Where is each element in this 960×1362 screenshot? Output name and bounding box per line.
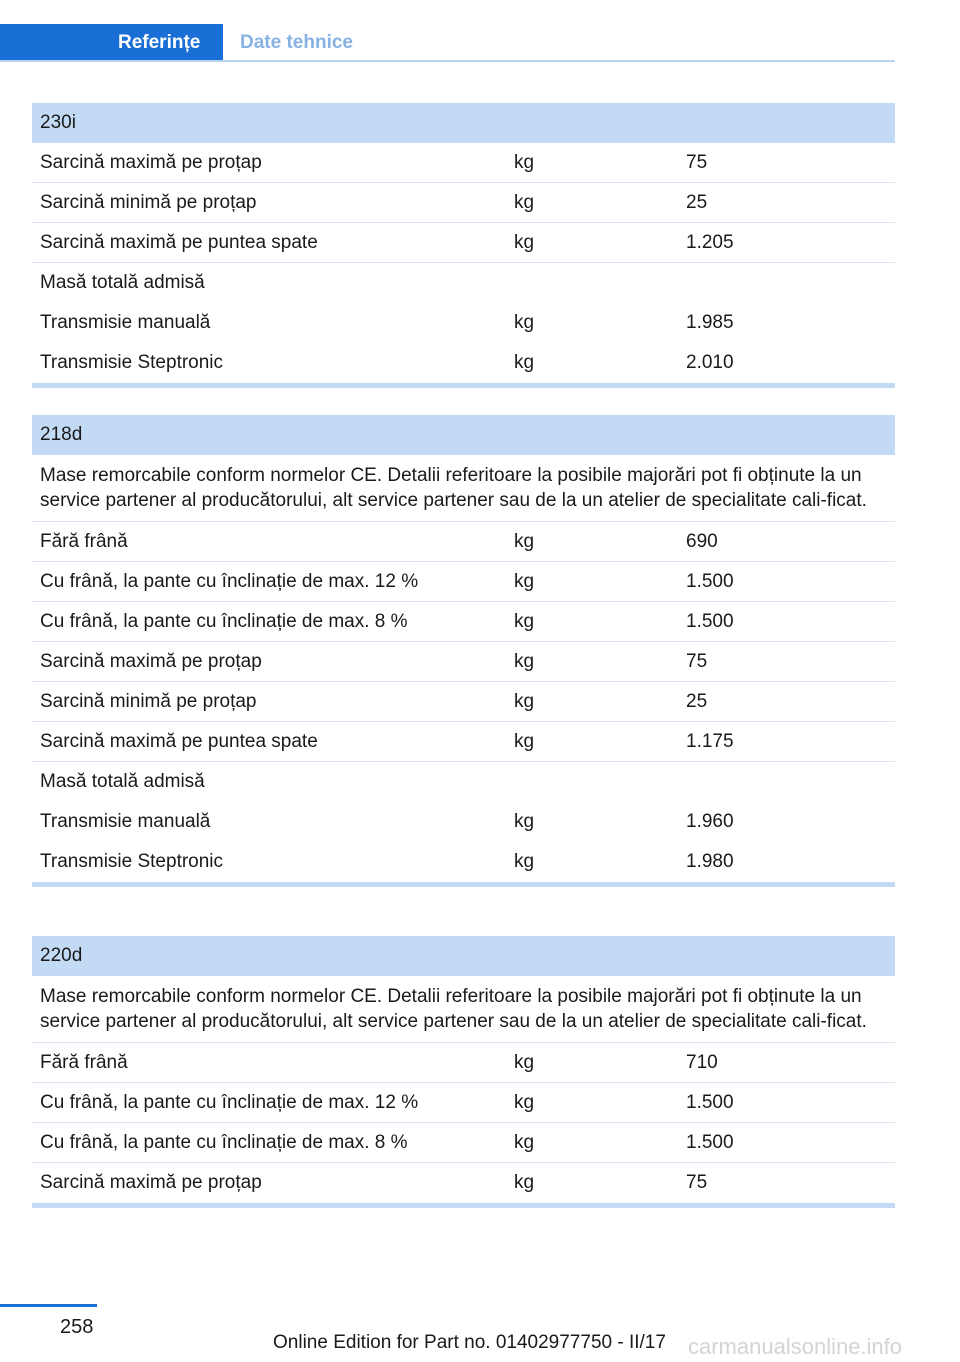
row-label: Transmisie Steptronic (40, 851, 224, 872)
row-value: 1.175 (686, 731, 734, 752)
table-note: Mase remorcabile conform normelor CE. Detalii referitoare la posibile majorări pot fi obținute la un service partener al producătorului, alt service partener sau de la un atelier de specialitate cali-ficat. (32, 455, 895, 522)
row-unit: kg (514, 1092, 535, 1113)
row-value: 75 (686, 1172, 708, 1193)
table-row (32, 343, 895, 383)
edition-text: Online Edition for Part no. 01402977750 - II/17 (273, 1332, 666, 1353)
table-end-bar (32, 383, 895, 388)
row-label: Sarcină maximă pe puntea spate (40, 731, 318, 752)
row-unit: kg (514, 651, 535, 672)
row-value: 1.960 (686, 811, 734, 832)
row-label: Cu frână, la pante cu înclinație de max. 12 % (40, 571, 419, 592)
row-value: 1.500 (686, 1092, 734, 1113)
header-tabs (0, 24, 895, 62)
table-title: 230i (32, 103, 895, 143)
spec-table-218d (32, 415, 895, 887)
row-label: Masă totală admisă (40, 771, 205, 792)
table-row (32, 1043, 895, 1083)
table-row (32, 842, 895, 882)
table-row (32, 602, 895, 642)
table-row (32, 1163, 895, 1203)
row-value: 1.500 (686, 1132, 734, 1153)
row-value: 25 (686, 691, 708, 712)
row-unit: kg (514, 192, 535, 213)
row-value: 75 (686, 651, 708, 672)
page-number: 258 (60, 1316, 94, 1338)
row-value: 1.500 (686, 571, 734, 592)
row-unit: kg (514, 1132, 535, 1153)
tab-referinte[interactable]: Referințe (0, 24, 223, 62)
spec-table-230i (32, 103, 895, 388)
row-unit: kg (514, 1052, 535, 1073)
row-unit: kg (514, 691, 535, 712)
row-label: Transmisie manuală (40, 811, 211, 832)
table-row (32, 263, 895, 303)
table-row (32, 522, 895, 562)
row-label: Sarcină minimă pe proțap (40, 192, 257, 213)
row-value: 1.500 (686, 611, 734, 632)
row-value: 1.980 (686, 851, 734, 872)
table-row (32, 562, 895, 602)
row-unit: kg (514, 152, 535, 173)
row-label: Fără frână (40, 1052, 128, 1073)
row-value: 25 (686, 192, 708, 213)
row-value: 1.985 (686, 312, 734, 333)
row-value: 710 (686, 1052, 718, 1073)
table-row (32, 1123, 895, 1163)
row-label: Transmisie Steptronic (40, 352, 224, 373)
row-unit: kg (514, 731, 535, 752)
table-row (32, 303, 895, 343)
table-end-bar (32, 882, 895, 887)
table-row (32, 762, 895, 802)
row-unit: kg (514, 1172, 535, 1193)
row-unit: kg (514, 531, 535, 552)
row-value: 75 (686, 152, 708, 173)
row-unit: kg (514, 571, 535, 592)
row-label: Masă totală admisă (40, 272, 205, 293)
table-row (32, 642, 895, 682)
row-unit: kg (514, 352, 535, 373)
tab-date-tehnice[interactable]: Date tehnice (240, 32, 353, 53)
row-label: Fără frână (40, 531, 128, 552)
row-unit: kg (514, 611, 535, 632)
header-divider (0, 60, 895, 62)
row-value: 1.205 (686, 232, 734, 253)
row-value: 690 (686, 531, 718, 552)
watermark: carmanualsonline.info (688, 1334, 903, 1359)
row-unit: kg (514, 312, 535, 333)
table-row (32, 183, 895, 223)
row-unit: kg (514, 851, 535, 872)
row-label: Cu frână, la pante cu înclinație de max. 12 % (40, 1092, 419, 1113)
row-label: Cu frână, la pante cu înclinație de max. 8 % (40, 611, 408, 632)
table-row (32, 223, 895, 263)
row-value: 2.010 (686, 352, 734, 373)
row-label: Transmisie manuală (40, 312, 211, 333)
table-row (32, 802, 895, 842)
table-title: 220d (32, 936, 895, 976)
row-unit: kg (514, 811, 535, 832)
table-note: Mase remorcabile conform normelor CE. Detalii referitoare la posibile majorări pot fi obținute la un service partener al producătorului, alt service partener sau de la un atelier de specialitate cali-ficat. (32, 976, 895, 1043)
table-end-bar (32, 1203, 895, 1208)
table-row (32, 682, 895, 722)
row-label: Sarcină minimă pe proțap (40, 691, 257, 712)
row-label: Sarcină maximă pe proțap (40, 1172, 262, 1193)
table-row (32, 722, 895, 762)
row-label: Cu frână, la pante cu înclinație de max. 8 % (40, 1132, 408, 1153)
table-row (32, 143, 895, 183)
table-row (32, 1083, 895, 1123)
row-label: Sarcină maximă pe proțap (40, 651, 262, 672)
footer-accent-line (0, 1304, 97, 1307)
row-unit: kg (514, 232, 535, 253)
row-label: Sarcină maximă pe puntea spate (40, 232, 318, 253)
table-title: 218d (32, 415, 895, 455)
spec-table-220d (32, 936, 895, 1208)
row-label: Sarcină maximă pe proțap (40, 152, 262, 173)
